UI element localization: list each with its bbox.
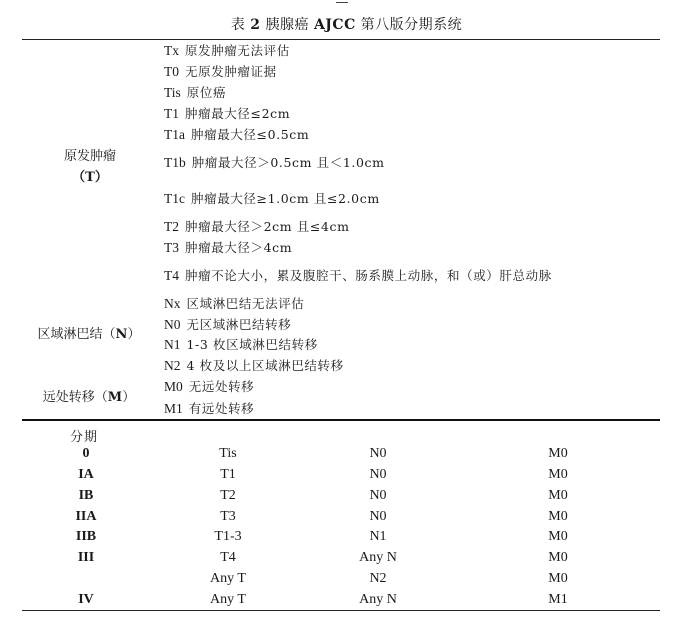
table-title [0,14,693,34]
definition-row [164,296,304,313]
definition-code: T2 [164,219,179,234]
stage-n-cell: N2 [369,571,387,586]
stage-t-cell: Any T [210,592,246,607]
stage-cell: IB [78,488,94,503]
definition-row [164,317,291,334]
definition-row [164,219,350,236]
definition-code: T3 [164,240,179,255]
definition-desc: 肿瘤最大径＞2cm 且≤4cm [185,219,350,234]
definition-desc: 有远处转移 [188,401,255,416]
definition-row [164,358,344,375]
category-primary-tumor-code: （T） [72,170,108,185]
definition-row [164,337,318,354]
definition-code: T1c [164,191,185,206]
definition-code: T0 [164,64,179,79]
definition-desc: 原位癌 [186,85,227,100]
stage-n-cell: N0 [369,488,387,503]
category-regional-nodes-code: N [115,327,128,342]
definition-row [164,268,552,285]
stage-m-cell: M0 [548,488,568,503]
stage-t-cell: T3 [220,509,236,524]
stage-m-cell: M0 [548,529,568,544]
staging-header: 分期 [70,430,99,445]
definition-desc: 肿瘤不论大小，累及腹腔干、肠系膜上动脉，和（或）肝总动脉 [185,268,552,283]
title-name-bold: AJCC [313,17,356,33]
definition-code: N1 [164,337,181,352]
stage-cell: 0 [82,446,90,461]
definition-desc: 原发肿瘤无法评估 [185,43,290,58]
definition-row [164,64,277,81]
stage-n-cell: N0 [369,509,387,524]
stage-m-cell: M1 [548,592,568,607]
definition-desc: 1-3 枚区域淋巴结转移 [186,337,318,352]
stage-t-cell: T1 [220,467,236,482]
stage-t-cell: Any T [210,571,246,586]
definition-row [164,401,254,418]
definition-desc: 4 枚及以上区域淋巴结转移 [186,358,344,373]
stage-m-cell: M0 [548,571,568,586]
category-regional-nodes [24,324,154,345]
definition-row [164,155,385,172]
definition-row [164,240,292,257]
definition-code: T4 [164,268,179,283]
definition-code: N2 [164,358,181,373]
category-distant-metastasis-label: 远处转移（ [42,390,108,405]
definition-row [164,85,226,102]
stage-t-cell: T2 [220,488,236,503]
stage-n-cell: Any N [359,550,397,565]
stage-cell: IA [78,467,94,482]
definition-desc: 无原发肿瘤证据 [185,64,277,79]
stage-cell: IIA [75,509,97,524]
title-name-pre: 胰腺癌 [265,17,309,33]
category-primary-tumor-label: 原发肿瘤 [63,149,116,164]
category-primary-tumor [40,146,140,188]
stage-m-cell: M0 [548,446,568,461]
stage-m-cell: M0 [548,509,568,524]
stage-cell: IV [78,592,94,607]
definition-code: Tx [164,43,179,58]
definition-desc: 无远处转移 [188,379,255,394]
definition-desc: 肿瘤最大径≤0.5cm [191,127,310,142]
stage-n-cell: N0 [369,446,387,461]
definition-desc: 肿瘤最大径＞4cm [185,240,293,255]
definition-code: M0 [164,379,183,394]
definition-code: N0 [164,317,181,332]
stage-cell: IIB [75,529,97,544]
definition-row [164,379,254,396]
stage-cell: III [77,550,95,565]
category-distant-metastasis [30,387,148,408]
table-top-rule [22,39,660,40]
definition-desc: 区域淋巴结无法评估 [186,296,305,311]
category-regional-nodes-label: 区域淋巴结（ [37,327,116,342]
definition-row [164,43,290,60]
definition-code: M1 [164,401,183,416]
category-distant-metastasis-tail: ） [122,390,136,405]
stage-m-cell: M0 [548,550,568,565]
definition-row [164,106,290,123]
table-bottom-rule [22,610,660,611]
definition-code: T1a [164,127,185,142]
definition-code: Nx [164,296,181,311]
title-number: 2 [250,17,261,33]
section-divider-rule [22,419,660,421]
stage-m-cell: M0 [548,467,568,482]
definition-desc: 肿瘤最大径＞0.5cm 且＜1.0cm [191,155,385,170]
page-top-mark [336,0,348,3]
definition-desc: 肿瘤最大径≥1.0cm 且≤2.0cm [191,191,380,206]
definition-row [164,191,380,208]
title-name-post: 第八版分期系统 [360,17,463,33]
stage-t-cell: Tis [219,446,237,461]
category-distant-metastasis-code: M [107,390,123,405]
title-prefix: 表 [230,17,246,33]
stage-n-cell: Any N [359,592,397,607]
stage-n-cell: N1 [369,529,387,544]
definition-code: T1 [164,106,179,121]
stage-t-cell: T1-3 [214,529,242,544]
stage-n-cell: N0 [369,467,387,482]
definition-desc: 肿瘤最大径≤2cm [185,106,291,121]
definition-row [164,127,309,144]
definition-code: T1b [164,155,186,170]
stage-t-cell: T4 [220,550,236,565]
definition-desc: 无区域淋巴结转移 [186,317,292,332]
category-regional-nodes-tail: ） [127,327,141,342]
definition-code: Tis [164,85,181,100]
